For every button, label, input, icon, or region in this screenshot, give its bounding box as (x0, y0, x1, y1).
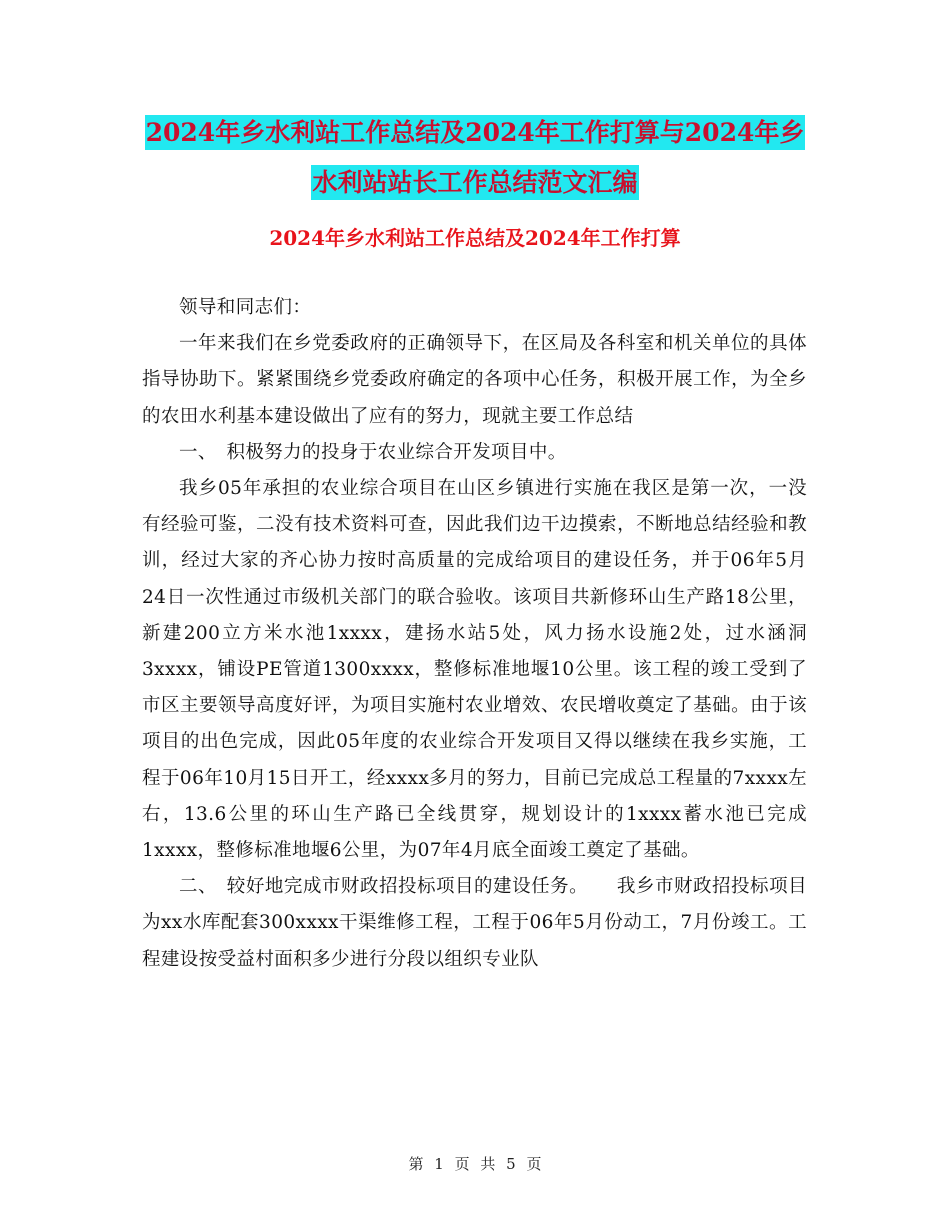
page-footer: 第 1 页 共 5 页 (408, 1155, 542, 1173)
section-two-paragraph: 二、 较好地完成市财政招投标项目的建设任务。 我乡市财政招投标项目为xx水库配套300xxxx干渠维修工程，工程于06年5月份动工，7月份竣工。工程建设按受益村面积多少进行分段以组织专业队 (142, 876, 807, 970)
section-one-paragraph: 我乡05年承担的农业综合项目在山区乡镇进行实施在我区是第一次，一没有经验可鉴，二没有技术资料可查，因此我们边干边摸索，不断地总结经验和教训，经过大家的齐心协力按时高质量的完成给项目的建设任务，并于06年5月24日一次性通过市级机关部门的联合验收。该项目共新修环山生产路18公里，新建200立方米水池1xxxx，建扬水站5处，风力扬水设施2处，过水涵洞3xxxx，铺设PE管道1300xxxx，整修标准地堰10公里。该工程的竣工受到了市区主要领导高度好评，为项目实施村农业增效、农民增收奠定了基础。由于该项目的出色完成，因此05年度的农业综合开发项目又得以继续在我乡实施，工程于06年10月15日开工，经xxxx多月的努力，目前已完成总工程量的7xxxx左右，13.6公里的环山生产路已全线贯穿，规划设计的1xxxx蓄水池已完成1xxxx，整修标准地堰6公里，为07年4月底全面竣工奠定了基础。 (142, 478, 807, 862)
salutation-paragraph: 领导和同志们： (179, 297, 312, 318)
document-title-text: 2024年乡水利站工作总结及2024年工作打算与2024年乡水利站站长工作总结范文汇编 (145, 115, 806, 200)
section-one-heading: 一、 积极努力的投身于农业综合开发项目中。 (179, 441, 567, 463)
document-body (142, 290, 807, 978)
document-title (140, 108, 810, 208)
intro-paragraph: 一年来我们在乡党委政府的正确领导下，在区局及各科室和机关单位的具体指导协助下。紧紧围绕乡党委政府确定的各项中心任务，积极开展工作，为全乡的农田水利基本建设做出了应有的努力，现就主要工作总结 (142, 333, 807, 427)
section-subtitle: 2024年乡水利站工作总结及2024年工作打算 (269, 226, 681, 250)
